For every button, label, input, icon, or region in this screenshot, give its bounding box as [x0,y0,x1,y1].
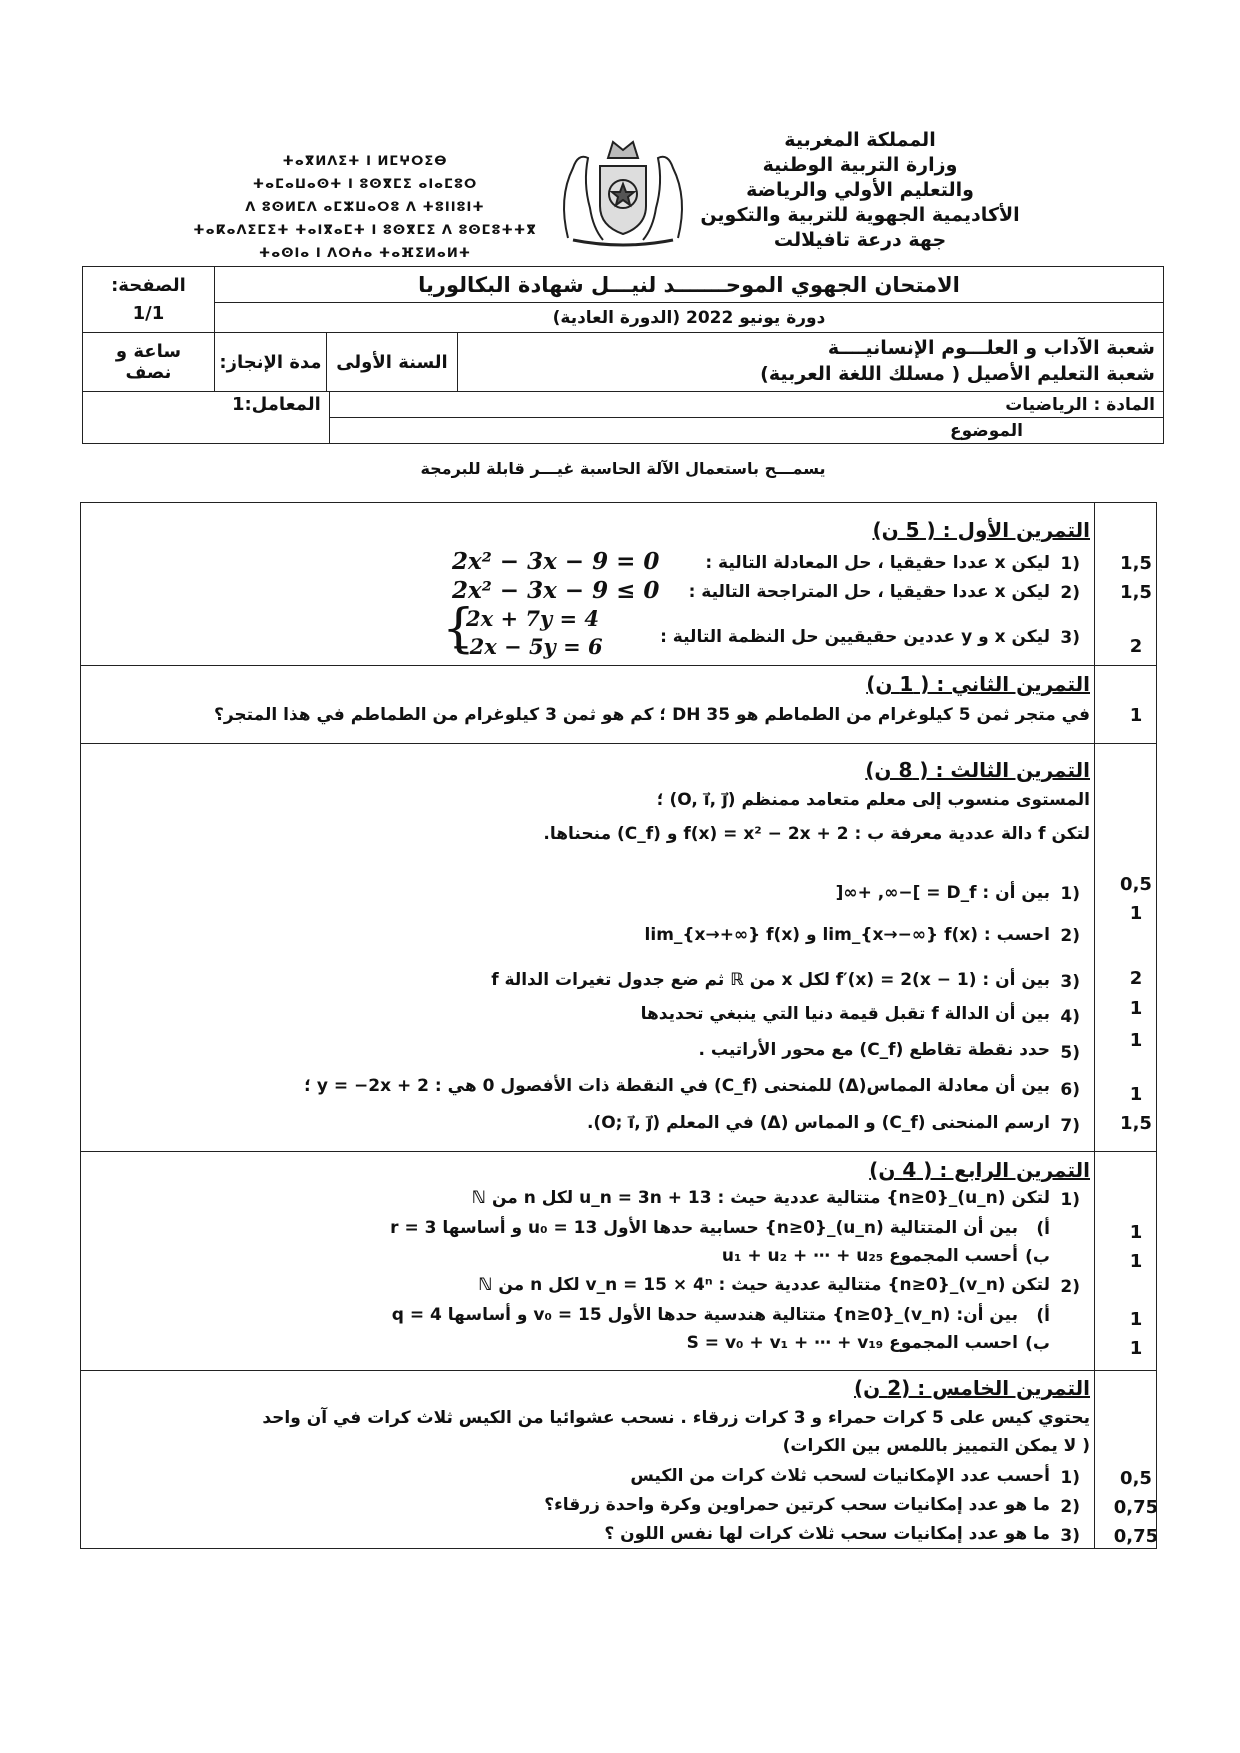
ex1-q2-inequality: 2x² − 3x − 9 ≤ 0 [452,577,660,604]
ex4-q1a: بين أن المتتالية (u_n)_{n≥0} حسابية حدها الأول u₀ = 13 و أساسها r = 3 [390,1218,1018,1238]
exam-info-table [82,266,1164,444]
system-brace-icon: { [442,599,476,659]
duration-label: مدة الإنجاز: [215,333,327,391]
sub-question-label: أ) [1036,1219,1050,1239]
exercise-4-title: التمرين الرابع : ( 4 ن) [869,1158,1090,1182]
question-number: 3) [1060,972,1080,992]
question-number: 3) [1060,628,1080,648]
ex2-text: في متجر ثمن 5 كيلوغرام من الطماطم هو 35 DH ؛ كم هو ثمن 3 كيلوغرام من الطماطم في هذا المتجر؟ [213,705,1090,725]
ex4-q2b: احسب المجموع S = v₀ + v₁ + ⋯ + v₁₉ [686,1333,1018,1353]
session: دورة يونيو 2022 (الدورة العادية) [214,303,1163,333]
points: 0,75 [1113,1526,1159,1547]
exam-title: الامتحان الجهوي الموحـــــــد لنيـــل شهادة البكالوريا [214,267,1163,303]
moroccan-coat-of-arms-icon [548,128,698,250]
ministry-header-tifinagh [160,150,570,265]
exercise-divider [80,1370,1157,1371]
duration-value: ساعة و نصف [83,333,215,392]
ex1-q3-text: ليكن x و y عددين حقيقيين حل النظمة التالية : [660,627,1050,647]
branch-names [458,333,1163,391]
points: 0,75 [1113,1497,1159,1518]
ex1-q2-text: ليكن x عددا حقيقيا ، حل المتراجحة التالية : [688,582,1050,602]
points: 2 [1129,636,1143,657]
page-cell [83,267,215,333]
ex5-intro-2: ( لا يمكن التمييز باللمس بين الكرات) [782,1436,1090,1456]
academy-name: الأكاديمية الجهوية للتربية والتكوين [700,204,1020,226]
question-number: 1) [1060,1190,1080,1210]
ministry-header-arabic [640,128,1080,253]
points-column-divider [1094,502,1095,1549]
tifinagh-line: ⵜⴰⵙⵏⴰ ⵏ ⴷⵔⵄⴰ ⵜⴰⴼⵉⵍⴰⵍⵜ [258,246,472,261]
ex3-q3: بين أن : f′(x) = 2(x − 1) لكل x من ℝ ثم ضع جدول تغيرات الدالة f [491,970,1050,990]
page-label: الصفحة: [111,274,186,296]
exercise-divider [80,743,1157,744]
exercise-divider [80,1151,1157,1152]
question-number: 4) [1060,1007,1080,1027]
branch-2: شعبة التعليم الأصيل ( مسلك اللغة العربية) [760,363,1155,385]
ex4-q2a: بين أن: (v_n)_{n≥0} متتالية هندسية حدها الأول v₀ = 15 و أساسها q = 4 [391,1305,1018,1325]
ex4-q1b: أحسب المجموع u₁ + u₂ + ⋯ + u₂₅ [721,1246,1018,1266]
points: 1 [1129,1338,1143,1359]
points: 1 [1129,1030,1143,1051]
ex5-q1: أحسب عدد الإمكانيات لسحب ثلاث كرات من الكيس [630,1466,1050,1486]
points: 1,5 [1120,553,1152,574]
points: 1 [1129,1084,1143,1105]
ex5-q2: ما هو عدد إمكانيات سحب كرتين حمراوين وكرة واحدة زرقاء؟ [544,1495,1050,1515]
question-number: 1) [1060,554,1080,574]
ex3-q1: بين أن : D_f = ]−∞, +∞[ [835,883,1050,903]
calculator-notice: يسمـــح باستعمال الآلة الحاسبة غيـــر قابلة للبرمجة [420,459,826,478]
question-number: 3) [1060,1526,1080,1546]
exercise-5-title: التمرين الخامس : (2 ن) [854,1376,1090,1400]
topic: الموضوع [329,418,1163,444]
exercise-1-title: التمرين الأول : ( 5 ن) [872,518,1090,542]
exercise-3-title: التمرين الثالث : ( 8 ن) [865,758,1090,782]
question-number: 1) [1060,1468,1080,1488]
ex4-q2: لتكن (v_n)_{n≥0} متتالية عددية حيث : v_n = 15 × 4ⁿ لكل n من ℕ [478,1275,1050,1295]
ex1-q1-text: ليكن x عددا حقيقيا ، حل المعادلة التالية : [705,553,1050,573]
coefficient: المعامل:1 [83,392,330,444]
exercise-divider [80,665,1157,666]
question-number: 6) [1060,1080,1080,1100]
ex1-system-eq2: −2x − 5y = 6 [452,634,603,659]
ex3-intro-2: لتكن f دالة عددية معرفة ب : f(x) = x² − 2x + 2 و (C_f) منحناها. [543,824,1090,844]
question-number: 1) [1060,884,1080,904]
sub-question-label: ب) [1025,1334,1050,1354]
ex5-intro-1: يحتوي كيس على 5 كرات حمراء و 3 كرات زرقاء . نسحب عشوائيا من الكيس ثلاث كرات في آن واحد [262,1408,1090,1428]
exercise-2-title: التمرين الثاني : ( 1 ن) [866,672,1090,696]
question-number: 2) [1060,1277,1080,1297]
ex3-intro-1: المستوى منسوب إلى معلم متعامد ممنظم (O, i⃗, j⃗) ؛ [656,790,1090,810]
points: 1 [1129,705,1143,726]
ex1-q1-equation: 2x² − 3x − 9 = 0 [452,548,660,575]
ex3-q2: احسب : lim_{x→−∞} f(x) و lim_{x→+∞} f(x) [644,925,1050,945]
year: السنة الأولى [327,333,458,391]
points: 1 [1129,998,1143,1019]
kingdom-name: المملكة المغربية [784,129,936,151]
points: 0,5 [1120,874,1152,895]
ex4-q1: لتكن (u_n)_{n≥0} متتالية عددية حيث : u_n = 3n + 13 لكل n من ℕ [471,1188,1050,1208]
branch-1: شعبة الآداب و العلـــوم الإنسانيــــة [827,337,1155,359]
sub-question-label: ب) [1025,1247,1050,1267]
ex3-q6: بين أن معادلة المماس(Δ) للمنحنى (C_f) في النقطة ذات الأفصول 0 هي : y = −2x + 2 ؛ [304,1076,1050,1096]
points: 1 [1129,1251,1143,1272]
ministry-name: وزارة التربية الوطنية [762,154,958,176]
tifinagh-line: ⵜⴰⴽⴰⴷⵉⵎⵉⵜ ⵜⴰⵏⴳⴰⵎⵜ ⵏ ⵓⵙⴳⵎⵉ ⴷ ⵓⵙⵎⵓⵜⵜⴳ [193,223,537,238]
tifinagh-line: ⴷ ⵓⵙⵍⵎⴷ ⴰⵎⵣⵡⴰⵔⵓ ⴷ ⵜⵓⵏⵏⵓⵏⵜ [245,200,485,215]
points: 1 [1129,1222,1143,1243]
points: 2 [1129,968,1143,989]
question-number: 2) [1060,1497,1080,1517]
branch-row [214,333,1163,392]
question-number: 7) [1060,1116,1080,1136]
ministry-name-2: والتعليم الأولي والرياضة [746,179,974,201]
ex3-q5: حدد نقطة تقاطع (C_f) مع محور الأراتيب . [698,1040,1050,1060]
points: 1,5 [1120,1113,1152,1134]
subject: المادة : الرياضيات [329,392,1163,418]
tifinagh-line: ⵜⴰⵎⴰⵡⴰⵙⵜ ⵏ ⵓⵙⴳⵎⵉ ⴰⵏⴰⵎⵓⵔ [252,177,478,192]
ex1-system-eq1: 2x + 7y = 4 [466,606,599,631]
sub-question-label: أ) [1036,1306,1050,1326]
ex3-q4: بين أن الدالة f تقبل قيمة دنيا التي ينبغي تحديدها [640,1004,1050,1024]
ex3-q7: ارسم المنحنى (C_f) و المماس (Δ) في المعلم (O; i⃗, j⃗). [586,1113,1050,1133]
points: 0,5 [1120,1468,1152,1489]
points: 1 [1129,1309,1143,1330]
page-number: 1/1 [132,302,165,324]
ex5-q3: ما هو عدد إمكانيات سحب ثلاث كرات لها نفس اللون ؟ [604,1524,1050,1544]
question-number: 2) [1060,926,1080,946]
question-number: 5) [1060,1043,1080,1063]
region-name: جهة درعة تافيلالت [773,229,947,251]
question-number: 2) [1060,583,1080,603]
tifinagh-line: ⵜⴰⴳⵍⴷⵉⵜ ⵏ ⵍⵎⵖⵔⵉⴱ [282,154,448,169]
points: 1 [1129,903,1143,924]
points: 1,5 [1120,582,1152,603]
